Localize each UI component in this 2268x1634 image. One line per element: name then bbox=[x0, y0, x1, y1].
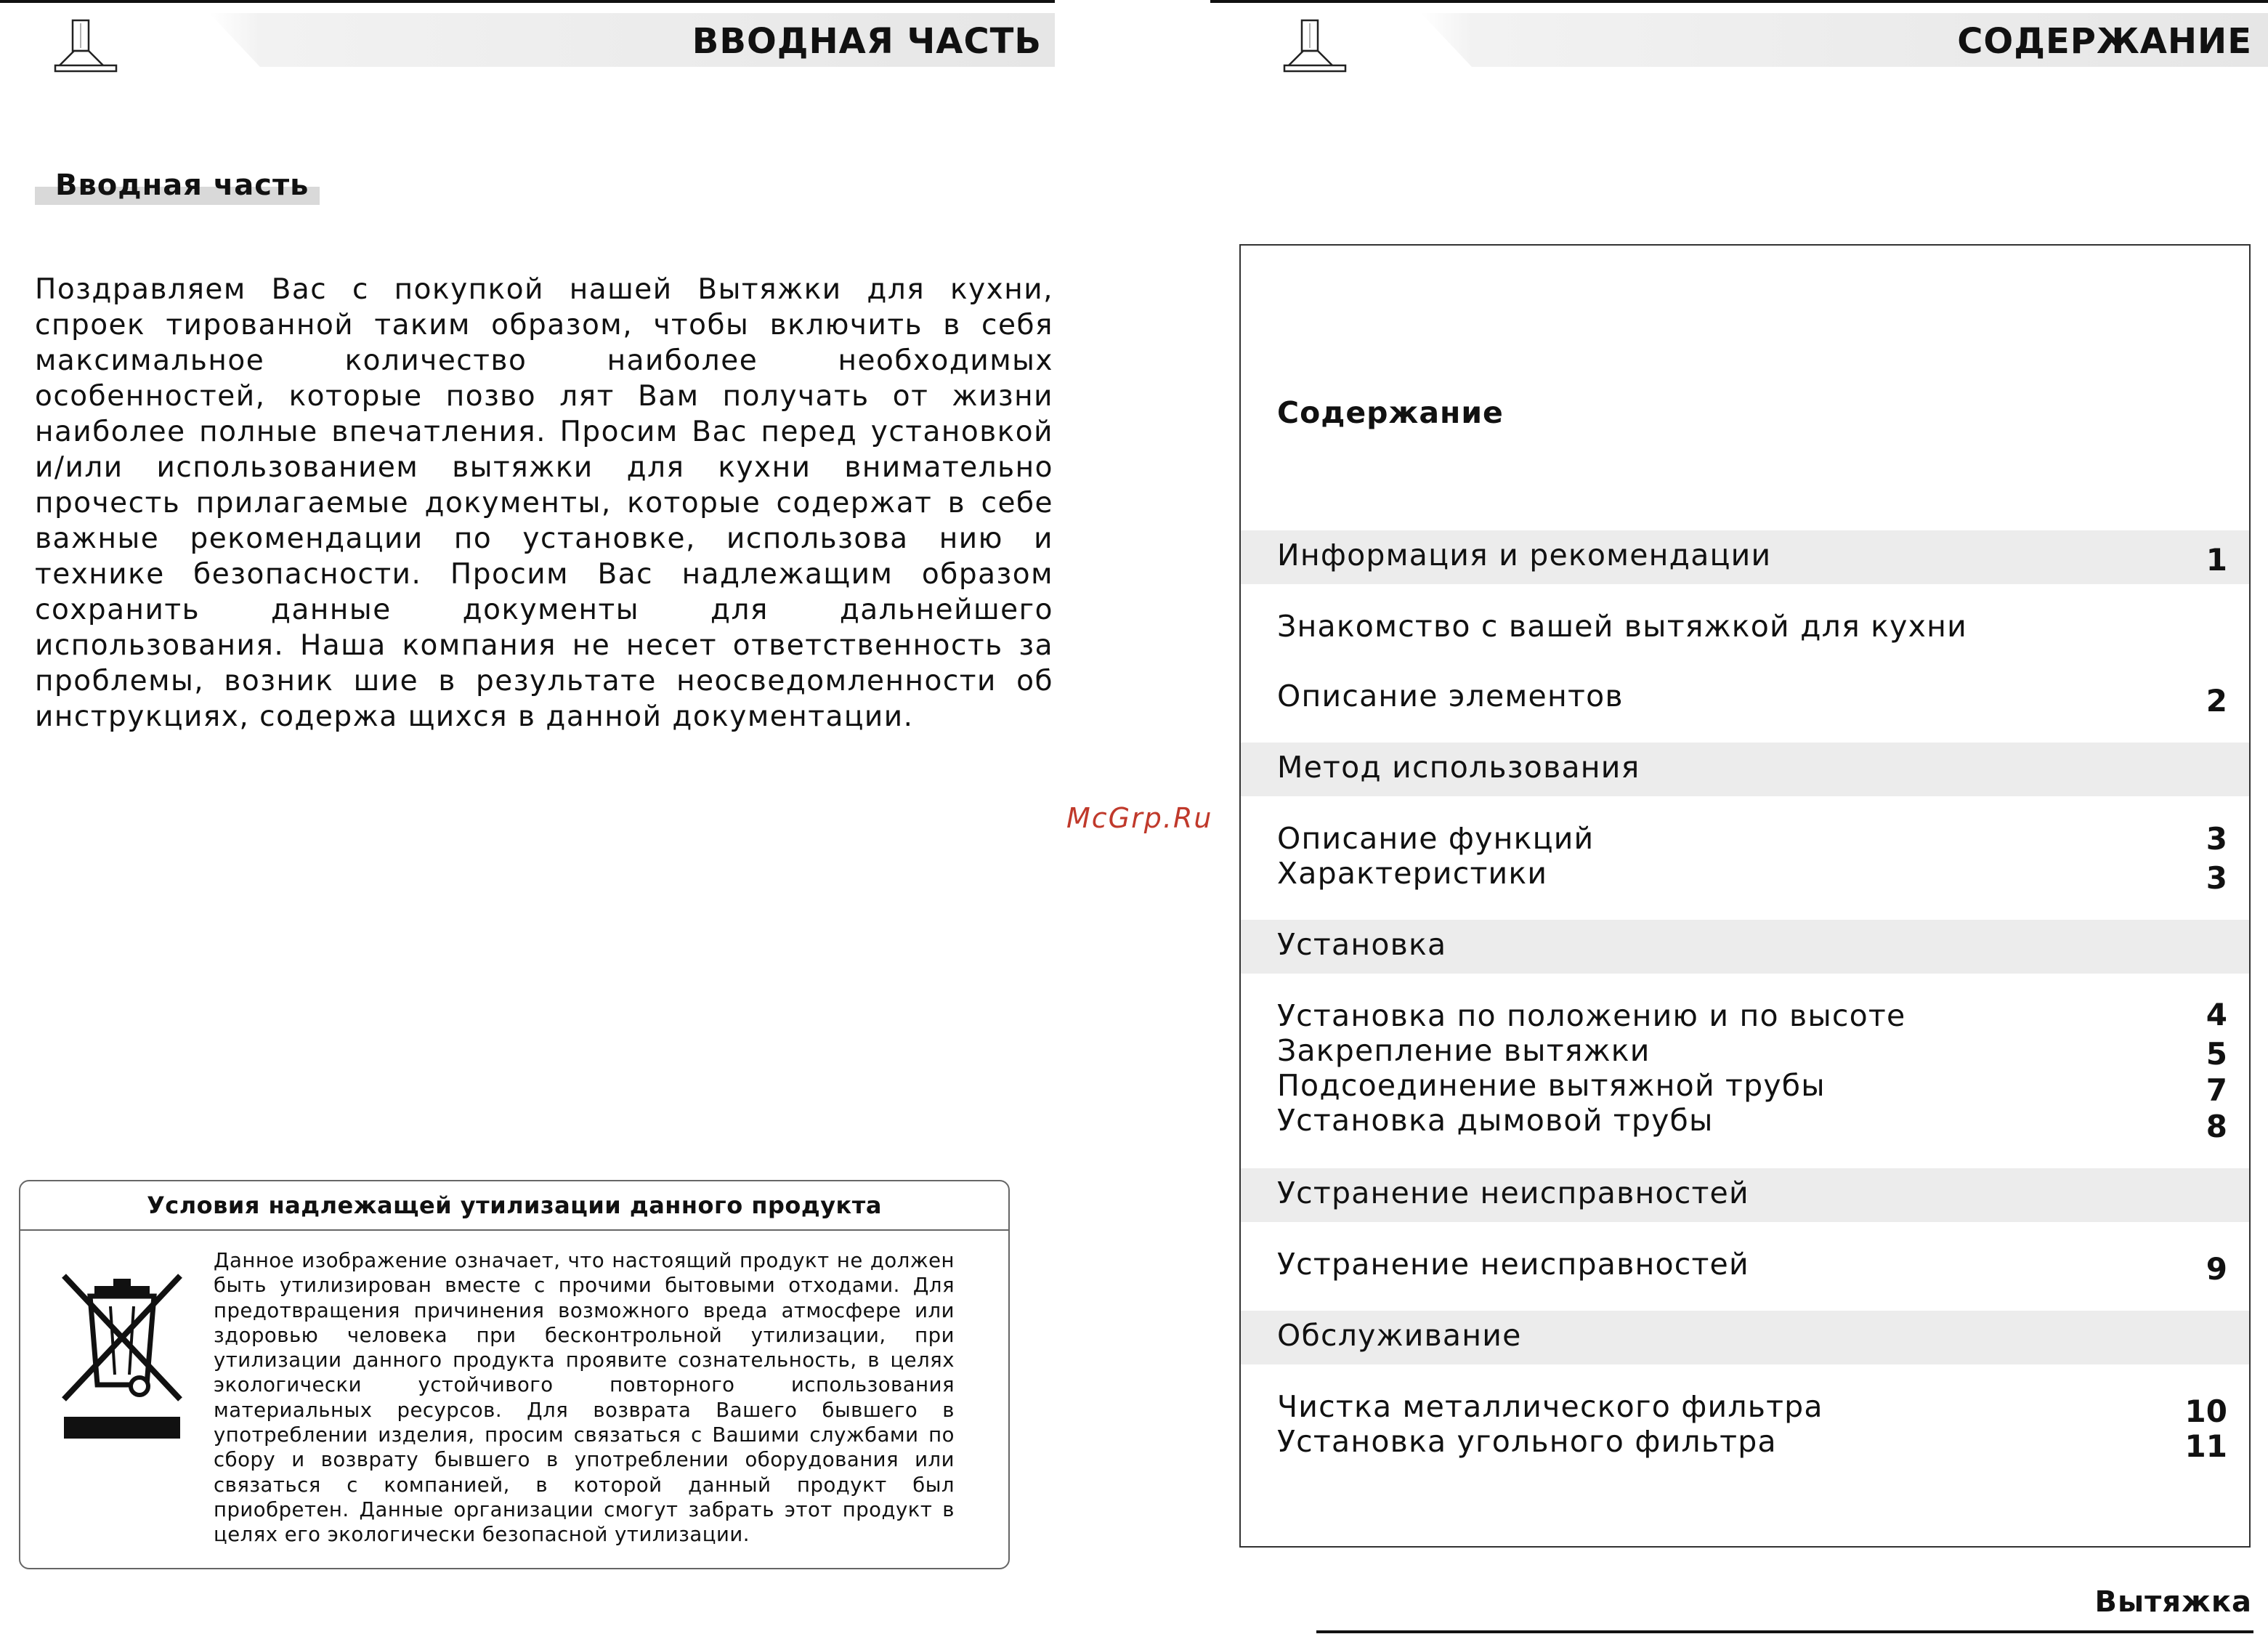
toc-entry[interactable]: Чистка металлического фильтра bbox=[1277, 1389, 1823, 1424]
toc-entry[interactable]: Установка дымовой трубы bbox=[1277, 1103, 1714, 1138]
toc-entry[interactable]: Устранение неисправностей bbox=[1277, 1247, 1749, 1282]
toc-entry-page: 4 bbox=[2206, 997, 2227, 1032]
toc-heading: Содержание bbox=[1277, 395, 1504, 430]
disposal-info-box bbox=[19, 1180, 1010, 1569]
table-of-contents bbox=[1239, 244, 2251, 1548]
toc-entry-page: 2 bbox=[2206, 683, 2227, 719]
toc-entry-page: 5 bbox=[2206, 1036, 2227, 1072]
left-header-rule bbox=[0, 0, 1055, 3]
toc-section-info-page: 1 bbox=[2206, 542, 2227, 578]
toc-entry[interactable]: Закрепление вытяжки bbox=[1277, 1033, 1651, 1068]
range-hood-icon bbox=[1281, 19, 1347, 74]
toc-entry[interactable]: Характеристики bbox=[1277, 856, 1548, 891]
right-page-title: СОДЕРЖАНИЕ bbox=[1957, 21, 2252, 62]
toc-entry-page: 3 bbox=[2206, 860, 2227, 896]
toc-entry[interactable]: Описание функций bbox=[1277, 821, 1595, 856]
right-header-rule bbox=[1210, 0, 2268, 3]
toc-section-usage[interactable]: Метод использования bbox=[1277, 750, 1640, 785]
toc-entry[interactable]: Знакомство с вашей вытяжкой для кухни bbox=[1277, 609, 1967, 644]
toc-entry[interactable]: Описание элементов bbox=[1277, 679, 1624, 713]
section-heading bbox=[35, 164, 320, 205]
toc-entry-page: 10 bbox=[2184, 1394, 2227, 1429]
range-hood-icon bbox=[52, 19, 118, 74]
toc-entry[interactable]: Подсоединение вытяжной трубы bbox=[1277, 1068, 1826, 1103]
disposal-title: Условия надлежащей утилизации данного продукта bbox=[20, 1181, 1008, 1231]
watermark: McGrp.Ru bbox=[1066, 802, 1213, 834]
toc-section-maintenance[interactable]: Обслуживание bbox=[1277, 1318, 1522, 1353]
intro-paragraph: Поздравляем Вас с покупкой нашей Вытяжки для кухни, спроек тированной таким образом, чтобы включить в себя максимальное количество наиболее необходимых особенностей, которые позво лят Вам получать от жизни наиболее полные впечатления. Просим Вас перед установкой и/или использованием вытяжки для кухни внимательно прочесть прилагаемые документы, которые содержат в себе важные рекомендации по установке, использова нию и технике безопасности. Просим Вас надлежащим образом сохранить данные документы для дальнейшего использования. Наша компания не несет ответственность за проблемы, возник шие в результате неосведомленности об инструкциях, содержа щихся в данной документации. bbox=[35, 273, 1053, 733]
left-page-title: ВВОДНАЯ ЧАСТЬ bbox=[692, 21, 1042, 62]
toc-section-troubleshooting[interactable]: Устранение неисправностей bbox=[1277, 1176, 1749, 1210]
toc-entry[interactable]: Установка угольного фильтра bbox=[1277, 1424, 1777, 1459]
toc-entry-page: 7 bbox=[2206, 1072, 2227, 1108]
toc-entry-page: 9 bbox=[2206, 1251, 2227, 1287]
toc-entry-page: 3 bbox=[2206, 821, 2227, 857]
toc-entry-page: 11 bbox=[2184, 1428, 2227, 1464]
footer-rule bbox=[1316, 1630, 2253, 1633]
section-heading-text: Вводная часть bbox=[55, 169, 309, 202]
toc-entry-page: 8 bbox=[2206, 1109, 2227, 1144]
disposal-text: Данное изображение означает, что настоящий продукт не должен быть утилизирован вместе с прочими бытовыми отходами. Для предотвращения причинения возможного вреда атмосфере или здоровью человека при бесконтрольной утилизации, при утилизации данного продукта проявите сознательность, в целях экологически устойчивого повторного использования материальных ресурсов. Для возврата Вашего бывшего в употреблении изделия, просим связаться с Вашими службами по сбору и возврату бывшего в употреблении оборудования или связаться с компанией, в которой данный продукт был приобретен. Данные организации смогут забрать этот продукт в целях его экологически безопасной утилизации. bbox=[214, 1249, 955, 1547]
toc-section-installation[interactable]: Установка bbox=[1277, 927, 1447, 962]
toc-section-info[interactable]: Информация и рекомендации bbox=[1277, 538, 1772, 573]
crossed-out-bin-icon bbox=[49, 1261, 195, 1450]
toc-entry[interactable]: Установка по положению и по высоте bbox=[1277, 998, 1906, 1033]
footer-product-name: Вытяжка bbox=[2094, 1585, 2252, 1619]
